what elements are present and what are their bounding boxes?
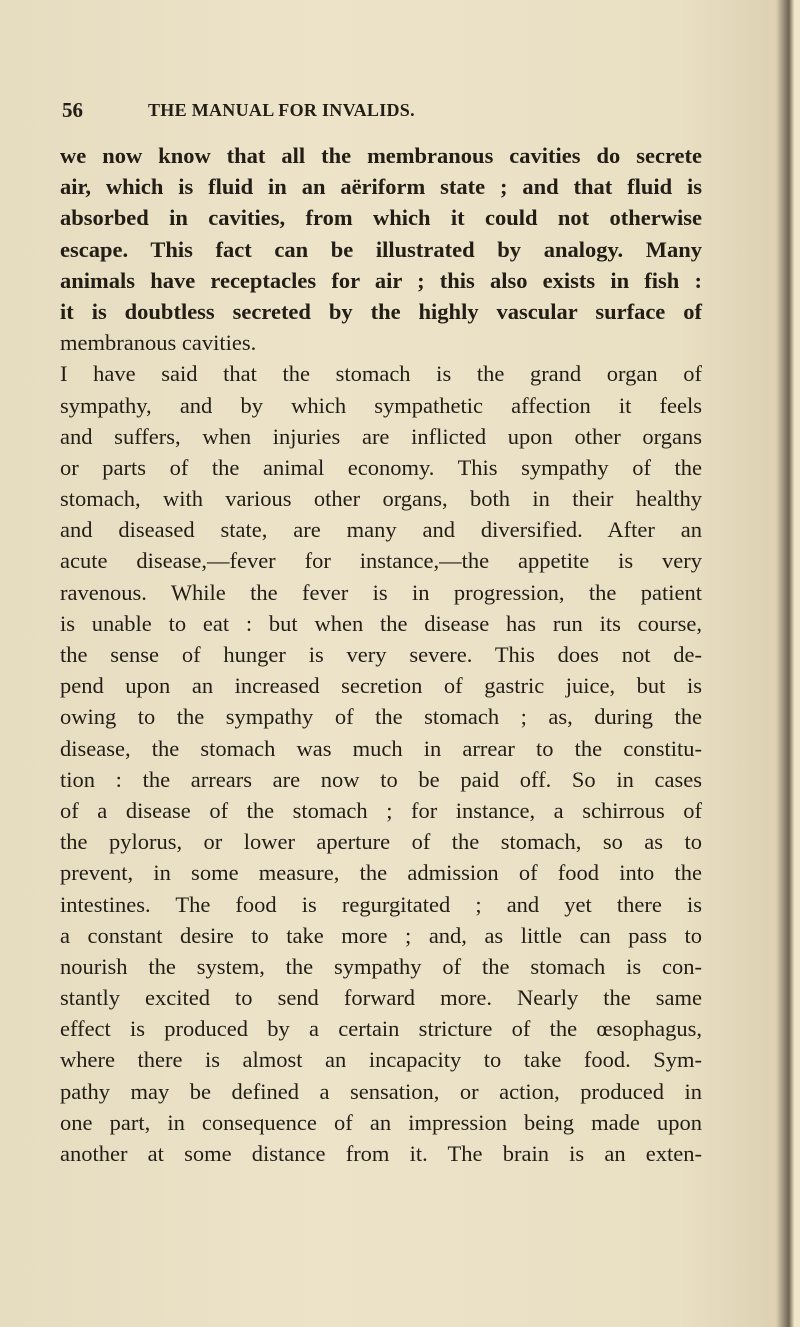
text-line: of a disease of the stomach ; for instance, a schirrous of [60,797,702,823]
text-line: it is doubtless secreted by the highly vascular surface of [60,298,702,324]
text-line: intestines. The food is regurgitated ; and yet there is [60,891,702,917]
text-line: pend upon an increased secretion of gastric juice, but is [60,673,702,699]
text-line: pathy may be defined a sensation, or action, produced in [60,1078,702,1104]
text-line: we now know that all the membranous cavities do secrete [60,143,702,168]
text-line: acute disease,—fever for instance,—the appetite is very [60,548,702,574]
text-line: air, which is fluid in an aëriform state ; and that fluid is [60,174,702,200]
text-line: the sense of hunger is very severe. This does not de- [60,642,702,667]
text-line: or parts of the animal economy. This sympathy of the [60,454,702,480]
running-title: THE MANUAL FOR INVALIDS. [148,100,415,120]
text-line: effect is produced by a certain stricture of the œsophagus, [60,1016,702,1042]
text-line: one part, in consequence of an impression being made upon [60,1109,702,1135]
text-line: ravenous. While the fever is in progression, the patient [60,579,702,605]
text-line: I have said that the stomach is the grand organ of [60,361,702,387]
text-line: membranous cavities. [60,330,257,356]
text-line: where there is almost an incapacity to take food. Sym- [60,1047,702,1073]
text-line: is unable to eat : but when the disease has run its course, [60,610,702,636]
text-line: another at some distance from it. The brain is an exten- [60,1141,702,1166]
text-line: and suffers, when injuries are inflicted upon other organs [60,423,702,449]
text-line: sympathy, and by which sympathetic affection it feels [60,392,702,418]
text-line: animals have receptacles for air ; this also exists in fish : [60,267,702,293]
text-line: escape. This fact can be illustrated by analogy. Many [60,236,702,262]
text-line: disease, the stomach was much in arrear to the constitu- [60,735,702,761]
text-line: stomach, with various other organs, both in their healthy [60,486,702,512]
text-line: stantly excited to send forward more. Nearly the same [60,985,702,1011]
page-header [62,98,702,128]
page-number: 56 [62,98,83,122]
body-text [60,140,702,1169]
text-line: prevent, in some measure, the admission of food into the [60,860,702,886]
text-line: the pylorus, or lower aperture of the stomach, so as to [60,829,702,855]
text-line: and diseased state, are many and diversified. After an [60,517,702,543]
text-line: nourish the system, the sympathy of the stomach is con- [60,953,702,979]
text-line: tion : the arrears are now to be paid off. So in cases [60,766,702,792]
text-line: owing to the sympathy of the stomach ; as, during the [60,704,702,730]
text-line: absorbed in cavities, from which it could not otherwise [60,205,702,231]
text-line: a constant desire to take more ; and, as little can pass to [60,922,702,948]
